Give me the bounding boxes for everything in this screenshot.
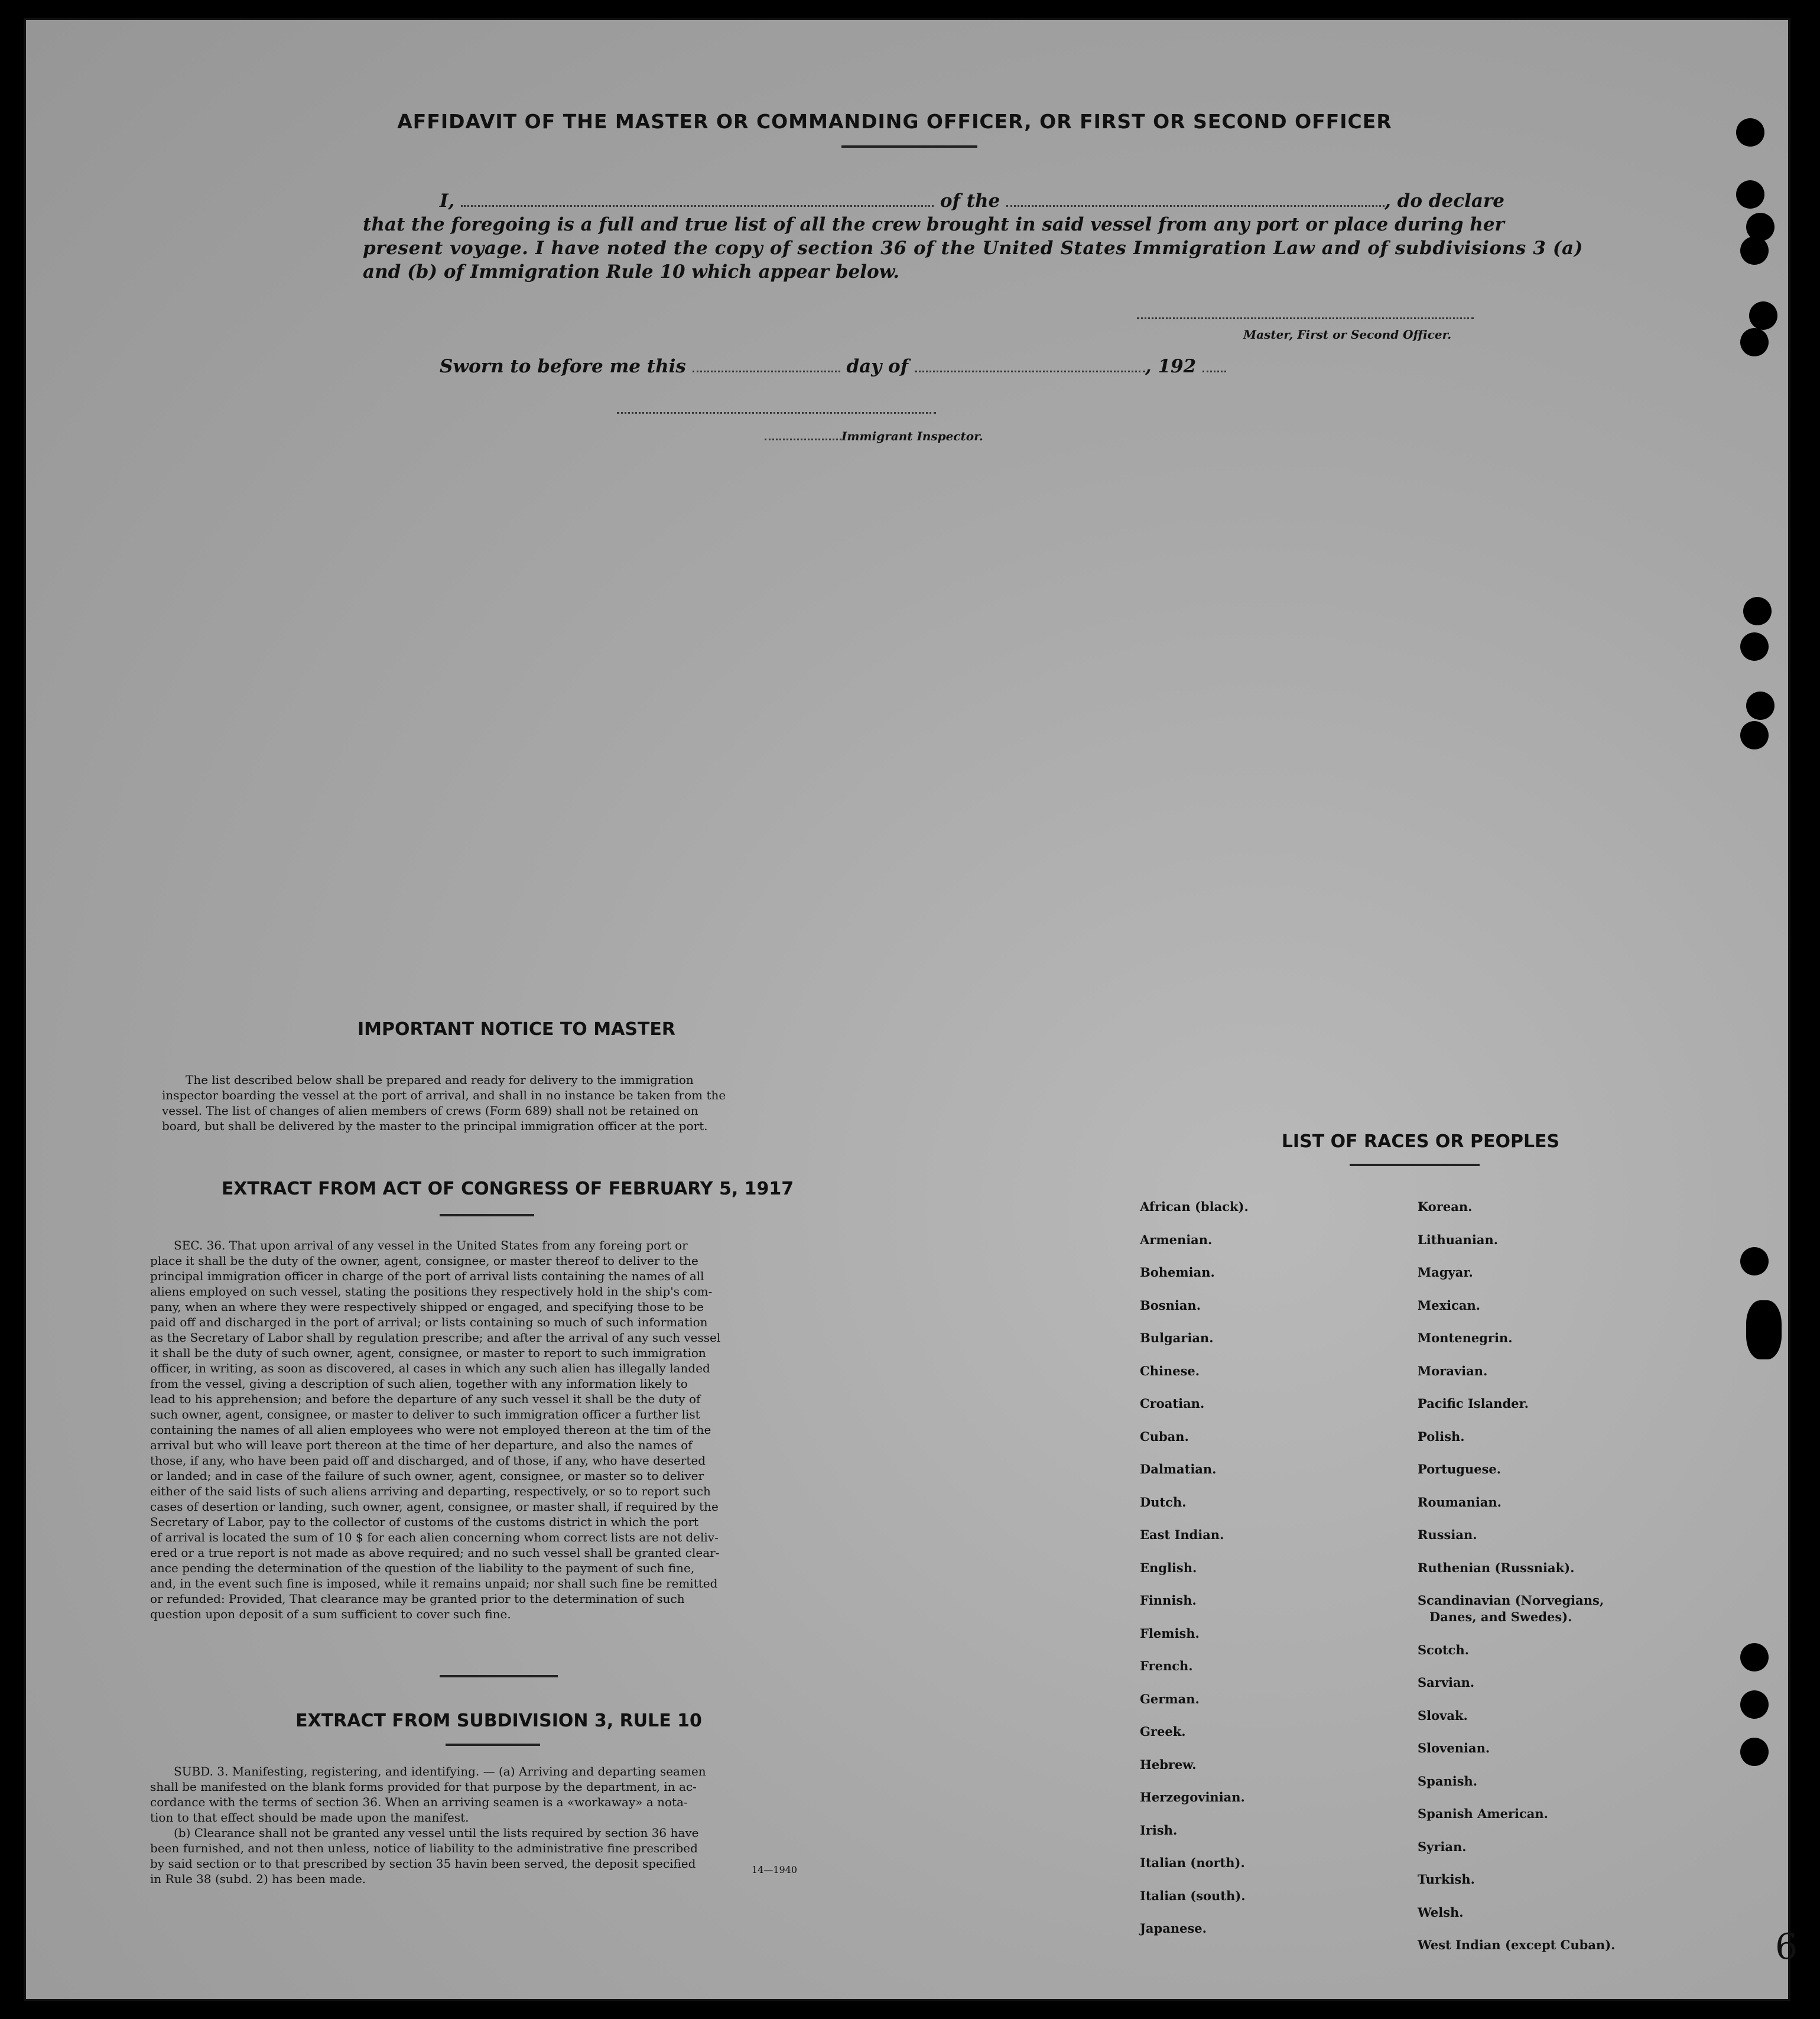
act-line: principal immigration officer in charge of the port of arrival lists containing the names of all	[150, 1269, 704, 1283]
race-item: Dalmatian.	[1140, 1462, 1217, 1476]
notice-text	[162, 1072, 836, 1134]
binder-hole	[1736, 180, 1764, 209]
notice-title: IMPORTANT NOTICE TO MASTER	[358, 1019, 675, 1040]
race-item: Bulgarian.	[1140, 1330, 1214, 1345]
race-item: German.	[1140, 1691, 1200, 1706]
race-item: Italian (south).	[1140, 1888, 1246, 1903]
race-item: Cuban.	[1140, 1429, 1189, 1444]
affidavit-line-1	[440, 190, 1504, 212]
inspector-signature-blank	[617, 411, 936, 414]
act-line: as the Secretary of Labor shall by regulation prescribe; and after the arrival of any such vessel	[150, 1330, 721, 1345]
race-item: East Indian.	[1140, 1527, 1224, 1542]
race-item: Greek.	[1140, 1724, 1186, 1739]
race-item: Lithuanian.	[1418, 1232, 1499, 1247]
affidavit-line-3: present voyage. I have noted the copy of section 36 of the United States Immigration Law and of subdivisions 3 (a)	[363, 238, 1584, 259]
inspector-label-text: Immigrant Inspector.	[841, 429, 983, 443]
act-line: officer, in writing, as soon as discovered, al cases in which any such alien has illegally landed	[150, 1361, 710, 1375]
rule-line: been furnished, and not then unless, notice of liability to the administrative fine prescribed	[150, 1841, 698, 1855]
race-item: Hebrew.	[1140, 1757, 1197, 1772]
act-line: of arrival is located the sum of 10 $ for each alien concerning whom correct lists are not deliv-	[150, 1530, 719, 1544]
race-item: Flemish.	[1140, 1625, 1200, 1641]
race-item: Scandinavian (Norvegians,	[1418, 1593, 1604, 1608]
binder-hole	[1746, 692, 1774, 720]
inspector-dots	[765, 438, 841, 440]
act-line: it shall be the duty of such owner, agent, consignee, or master to report to such immigration	[150, 1346, 706, 1360]
sworn-mid: day of	[846, 356, 909, 377]
races-title-underline	[1350, 1164, 1480, 1166]
act-end-rule	[440, 1675, 558, 1677]
races-title: LIST OF RACES OR PEOPLES	[1281, 1131, 1560, 1152]
race-item: French.	[1140, 1658, 1193, 1673]
race-item: Syrian.	[1418, 1839, 1467, 1854]
binder-hole	[1740, 236, 1769, 265]
act-line: arrival but who will leave port thereon at the time of her departure, and also the names of	[150, 1438, 693, 1452]
notice-line: vessel. The list of changes of alien members of crews (Form 689) shall not be retained on	[162, 1103, 698, 1118]
act-line: SEC. 36. That upon arrival of any vessel in the United States from any foreing port or	[174, 1238, 688, 1252]
act-line: ered or a true report is not made as above required; and no such vessel shall be granted clear-	[150, 1546, 720, 1560]
sworn-line	[440, 356, 1226, 377]
race-item: Japanese.	[1140, 1921, 1207, 1936]
race-item: Bohemian.	[1140, 1265, 1215, 1280]
sworn-year: , 192	[1145, 356, 1197, 377]
race-item: Herzegovinian.	[1140, 1790, 1245, 1804]
act-line: and, in the event such fine is imposed, while it remains unpaid; nor shall such fine be remitted	[150, 1576, 718, 1590]
race-item: Montenegrin.	[1418, 1330, 1513, 1345]
act-line: or landed; and in case of the failure of such owner, agent, consignee, or master so to deliver	[150, 1469, 704, 1483]
act-title: EXTRACT FROM ACT OF CONGRESS OF FEBRUARY 5, 1917	[221, 1179, 794, 1199]
line1-suffix: , do declare	[1384, 190, 1505, 212]
rule-line: (b) Clearance shall not be granted any vessel until the lists required by section 36 have	[174, 1826, 699, 1840]
act-line: paid off and discharged in the port of arrival; or lists containing so much of such information	[150, 1315, 708, 1329]
sworn-prefix: Sworn to before me this	[440, 356, 686, 377]
act-line: lead to his apprehension; and before the departure of any such vessel it shall be the duty of	[150, 1392, 701, 1406]
notice-line: board, but shall be delivered by the master to the principal immigration officer at the port.	[162, 1119, 708, 1133]
binder-hole	[1740, 632, 1769, 661]
race-item: African (black).	[1140, 1199, 1249, 1214]
day-blank	[693, 370, 840, 372]
race-item: Pacific Islander.	[1418, 1396, 1529, 1411]
rule-line: by said section or to that prescribed by section 35 havin been served, the deposit specified	[150, 1856, 696, 1871]
signature-blank	[1137, 317, 1474, 319]
race-item: Chinese.	[1140, 1363, 1200, 1378]
act-line: question upon deposit of a sum sufficient to cover such fine.	[150, 1607, 511, 1621]
race-item: Welsh.	[1418, 1904, 1464, 1920]
signature-label: Master, First or Second Officer.	[1243, 327, 1452, 342]
act-line: place it shall be the duty of the owner, agent, consignee, or master thereof to deliver to the	[150, 1254, 698, 1268]
act-title-underline	[440, 1214, 534, 1216]
rule-title-underline	[446, 1744, 540, 1746]
title-underline	[841, 145, 977, 148]
race-item: Scotch.	[1418, 1642, 1470, 1657]
binder-hole	[1740, 1247, 1769, 1275]
binder-hole	[1740, 1643, 1769, 1671]
notice-line: inspector boarding the vessel at the port of arrival, and shall in no instance be taken from the	[162, 1088, 726, 1102]
affidavit-title: AFFIDAVIT OF THE MASTER OR COMMANDING OFFICER, OR FIRST OR SECOND OFFICER	[397, 110, 1392, 133]
act-line: either of the said lists of such aliens arriving and departing, respectively, or so to report such	[150, 1484, 711, 1498]
act-line: or refunded: Provided, That clearance may be granted prior to the determination of such	[150, 1592, 685, 1606]
line1-mid: of the	[940, 190, 1000, 212]
race-item: Russian.	[1418, 1527, 1477, 1542]
binder-hole	[1736, 118, 1764, 147]
act-line: containing the names of all alien employees who were not employed thereon at the tim of the	[150, 1423, 711, 1437]
document-page	[24, 18, 1798, 2001]
act-line: Secretary of Labor, pay to the collector of customs of the customs district in which the port	[150, 1515, 699, 1529]
rule-line: cordance with the terms of section 36. When an arriving seamen is a «workaway» a nota-	[150, 1795, 688, 1809]
race-item: Magyar.	[1418, 1265, 1473, 1280]
form-number: 14—1940	[752, 1864, 798, 1875]
rule-title: EXTRACT FROM SUBDIVISION 3, RULE 10	[295, 1710, 702, 1731]
line1-prefix: I,	[440, 190, 455, 212]
race-item: Korean.	[1418, 1199, 1473, 1214]
binder-hole	[1749, 301, 1777, 330]
affidavit-line-4: and (b) of Immigration Rule 10 which appear below.	[363, 261, 900, 283]
race-item: Sarvian.	[1418, 1675, 1475, 1690]
act-text	[150, 1238, 836, 1622]
race-item: Moravian.	[1418, 1363, 1488, 1378]
rule-line: tion to that effect should be made upon the manifest.	[150, 1810, 469, 1825]
race-item: Bosnian.	[1140, 1297, 1201, 1313]
race-item: Ruthenian (Russniak).	[1418, 1560, 1575, 1575]
act-line: cases of desertion or landing, such owner, agent, consignee, or master shall, if required by the	[150, 1499, 719, 1514]
act-line: from the vessel, giving a description of such alien, together with any information likely to	[150, 1377, 688, 1391]
rule-line: in Rule 38 (subd. 2) has been made.	[150, 1872, 366, 1886]
name-blank	[461, 205, 934, 207]
race-item: Armenian.	[1140, 1232, 1213, 1247]
act-line: pany, when an where they were respectively shipped or engaged, and specifying those to be	[150, 1300, 704, 1314]
binder-hole	[1743, 597, 1772, 625]
race-item: Finnish.	[1140, 1593, 1197, 1608]
race-item: Slovenian.	[1418, 1741, 1490, 1755]
race-item: Spanish American.	[1418, 1806, 1548, 1821]
race-item: Croatian.	[1140, 1396, 1205, 1411]
rule-text	[150, 1764, 836, 1887]
notice-line: The list described below shall be prepared and ready for delivery to the immigration	[186, 1073, 694, 1087]
act-line: ance pending the determination of the question of the liability to the payment of such fine,	[150, 1561, 695, 1575]
race-item: Roumanian.	[1418, 1494, 1502, 1510]
inspector-label	[765, 429, 983, 443]
act-line: such owner, agent, consignee, or master to deliver to such immigration officer a further list	[150, 1407, 700, 1421]
race-item: Spanish.	[1418, 1773, 1478, 1788]
ink-blot	[1746, 1300, 1782, 1359]
corner-mark: 6	[1775, 1926, 1798, 1968]
race-item: Italian (north).	[1140, 1855, 1245, 1870]
binder-hole	[1740, 328, 1769, 356]
month-blank	[915, 370, 1145, 372]
race-item: Danes, and Swedes).	[1429, 1609, 1572, 1624]
act-line: those, if any, who have been paid off and discharged, and of those, if any, who have deserted	[150, 1453, 706, 1468]
rule-line: SUBD. 3. Manifesting, registering, and identifying. — (a) Arriving and departing seamen	[174, 1764, 706, 1778]
race-item: Turkish.	[1418, 1872, 1475, 1887]
binder-hole	[1740, 1690, 1769, 1719]
race-item: Polish.	[1418, 1429, 1465, 1444]
race-item: Slovak.	[1418, 1708, 1468, 1723]
race-item: West Indian (except Cuban).	[1418, 1937, 1616, 1952]
year-blank	[1202, 370, 1226, 372]
act-line: aliens employed on such vessel, stating the positions they respectively hold in the ship's com-	[150, 1284, 713, 1299]
vessel-blank	[1006, 205, 1384, 207]
binder-hole	[1740, 721, 1769, 749]
race-item: Dutch.	[1140, 1494, 1187, 1510]
race-item: Mexican.	[1418, 1297, 1481, 1313]
race-item: Portuguese.	[1418, 1462, 1502, 1476]
binder-hole	[1740, 1738, 1769, 1766]
race-item: Irish.	[1140, 1822, 1178, 1838]
affidavit-line-2: that the foregoing is a full and true list of all the crew brought in said vessel from any port or place during her	[363, 214, 1504, 235]
race-item: English.	[1140, 1560, 1197, 1575]
rule-line: shall be manifested on the blank forms provided for that purpose by the department, in ac-	[150, 1780, 697, 1794]
